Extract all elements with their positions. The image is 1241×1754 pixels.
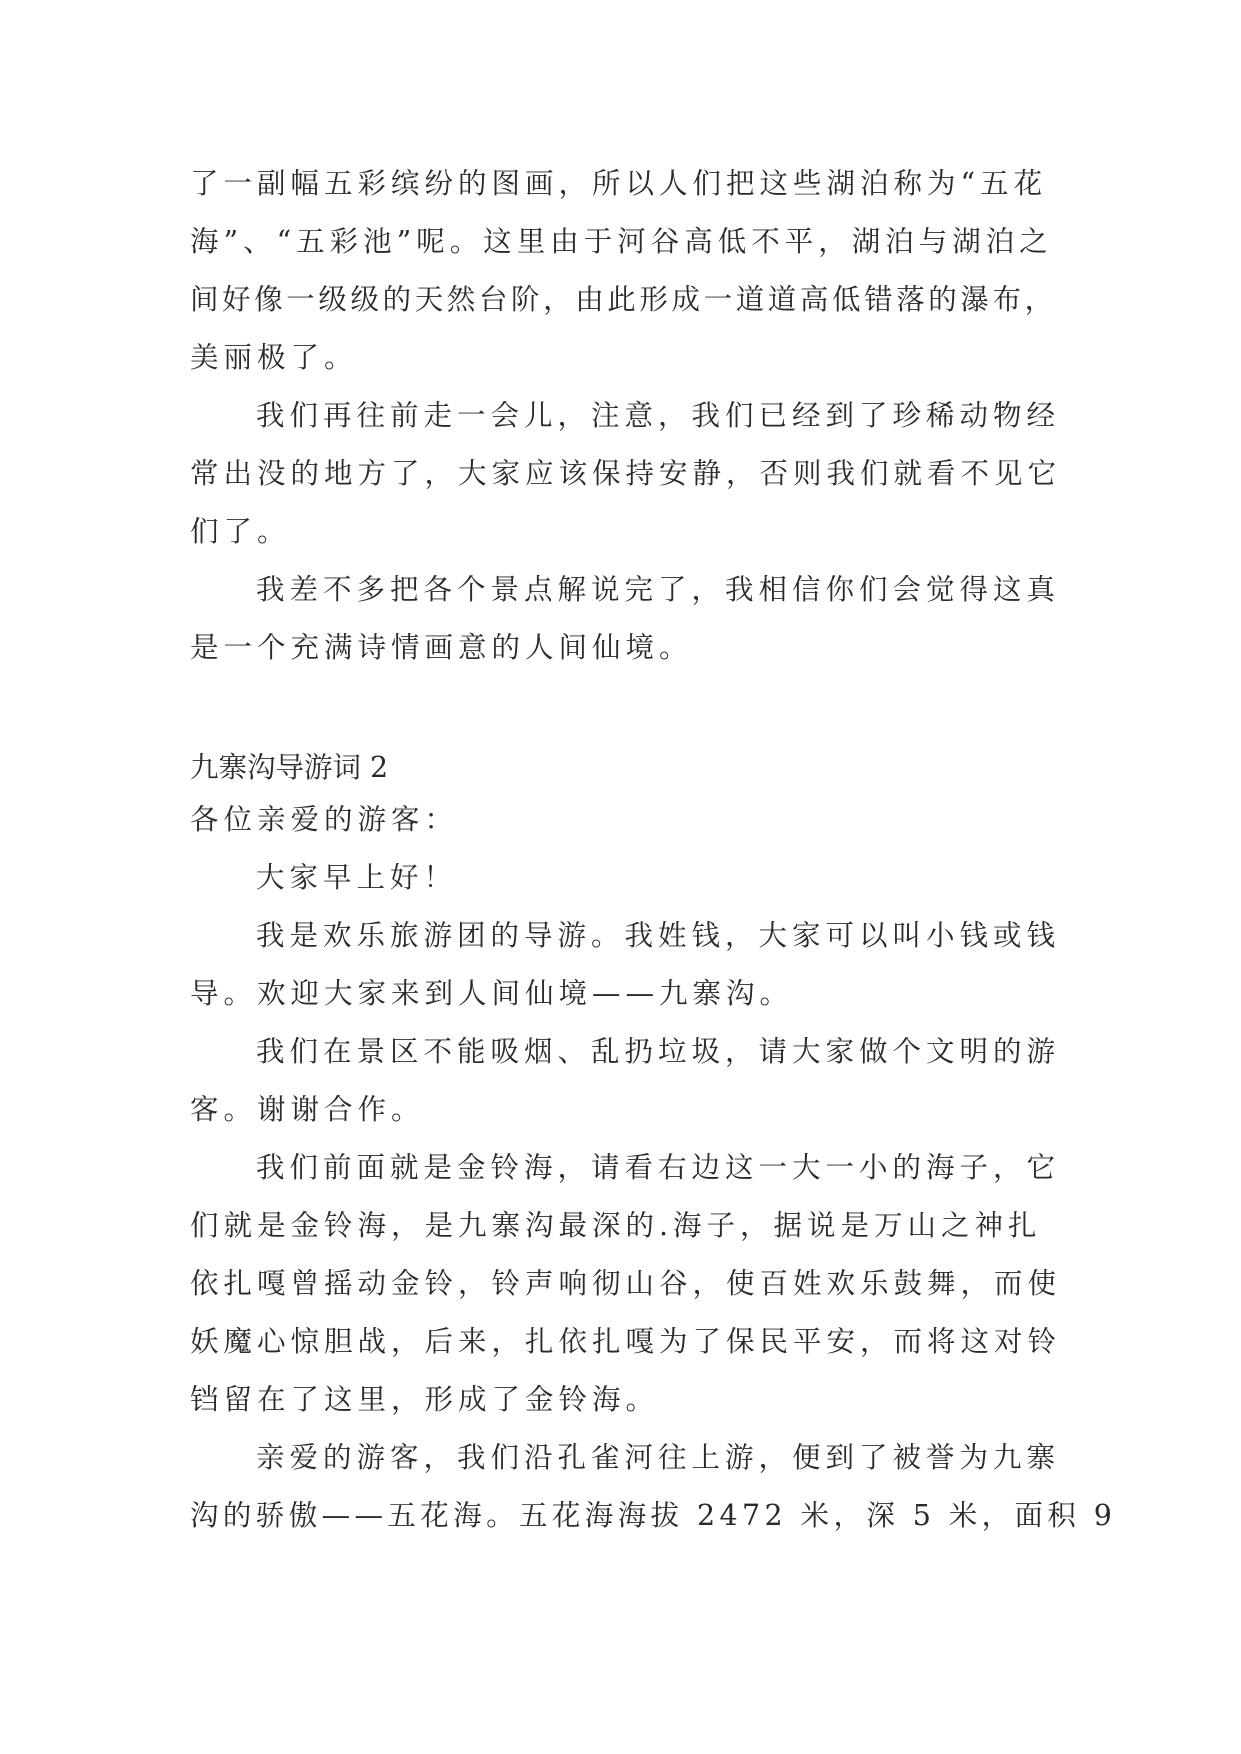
paragraph-first-line: 我差不多把各个景点解说完了，我相信你们会觉得这真 [256,573,1061,606]
text-line: 美丽极了。 [190,341,358,374]
text-line: 客。谢谢合作。 [190,1093,425,1126]
text-line: 间好像一级级的天然台阶，由此形成一道道高低错落的瀑布， [190,283,1057,316]
text-line: 沟的骄傲——五花海。五花海海拔 2472 米，深 5 米，面积 9 [190,1499,1117,1532]
text-line: 们就是金铃海，是九寨沟最深的.海子，据说是万山之神扎 [190,1209,1042,1242]
text-line: 依扎嘎曾摇动金铃，铃声响彻山谷，使百姓欢乐鼓舞，而使 [190,1267,1062,1300]
greeting: 大家早上好！ [256,861,458,894]
text-line: 们了。 [190,515,291,548]
paragraph-first-line: 我们在景区不能吸烟、乱扔垃圾，请大家做个文明的游 [256,1035,1061,1068]
paragraph-first-line: 我们前面就是金铃海，请看右边这一大一小的海子，它 [256,1151,1061,1184]
text-line: 了一副幅五彩缤纷的图画，所以人们把这些湖泊称为“五花 [190,167,1048,200]
text-line: 是一个充满诗情画意的人间仙境。 [190,631,693,664]
text-line: 铛留在了这里，形成了金铃海。 [190,1383,660,1416]
section-title: 九寨沟导游词 2 [190,751,389,784]
text-line: 海”、“五彩池”呢。这里由于河谷高低不平，湖泊与湖泊之 [190,225,1053,258]
paragraph-first-line: 我们再往前走一会儿，注意，我们已经到了珍稀动物经 [256,399,1061,432]
salutation: 各位亲爱的游客： [190,803,459,836]
paragraph-first-line: 我是欢乐旅游团的导游。我姓钱，大家可以叫小钱或钱 [256,919,1061,952]
paragraph-first-line: 亲爱的游客，我们沿孔雀河往上游，便到了被誉为九寨 [256,1441,1061,1474]
text-line: 常出没的地方了，大家应该保持安静，否则我们就看不见它 [190,457,1062,490]
text-line: 导。欢迎大家来到人间仙境——九寨沟。 [190,977,794,1010]
text-line: 妖魔心惊胆战，后来，扎依扎嘎为了保民平安，而将这对铃 [190,1325,1062,1358]
